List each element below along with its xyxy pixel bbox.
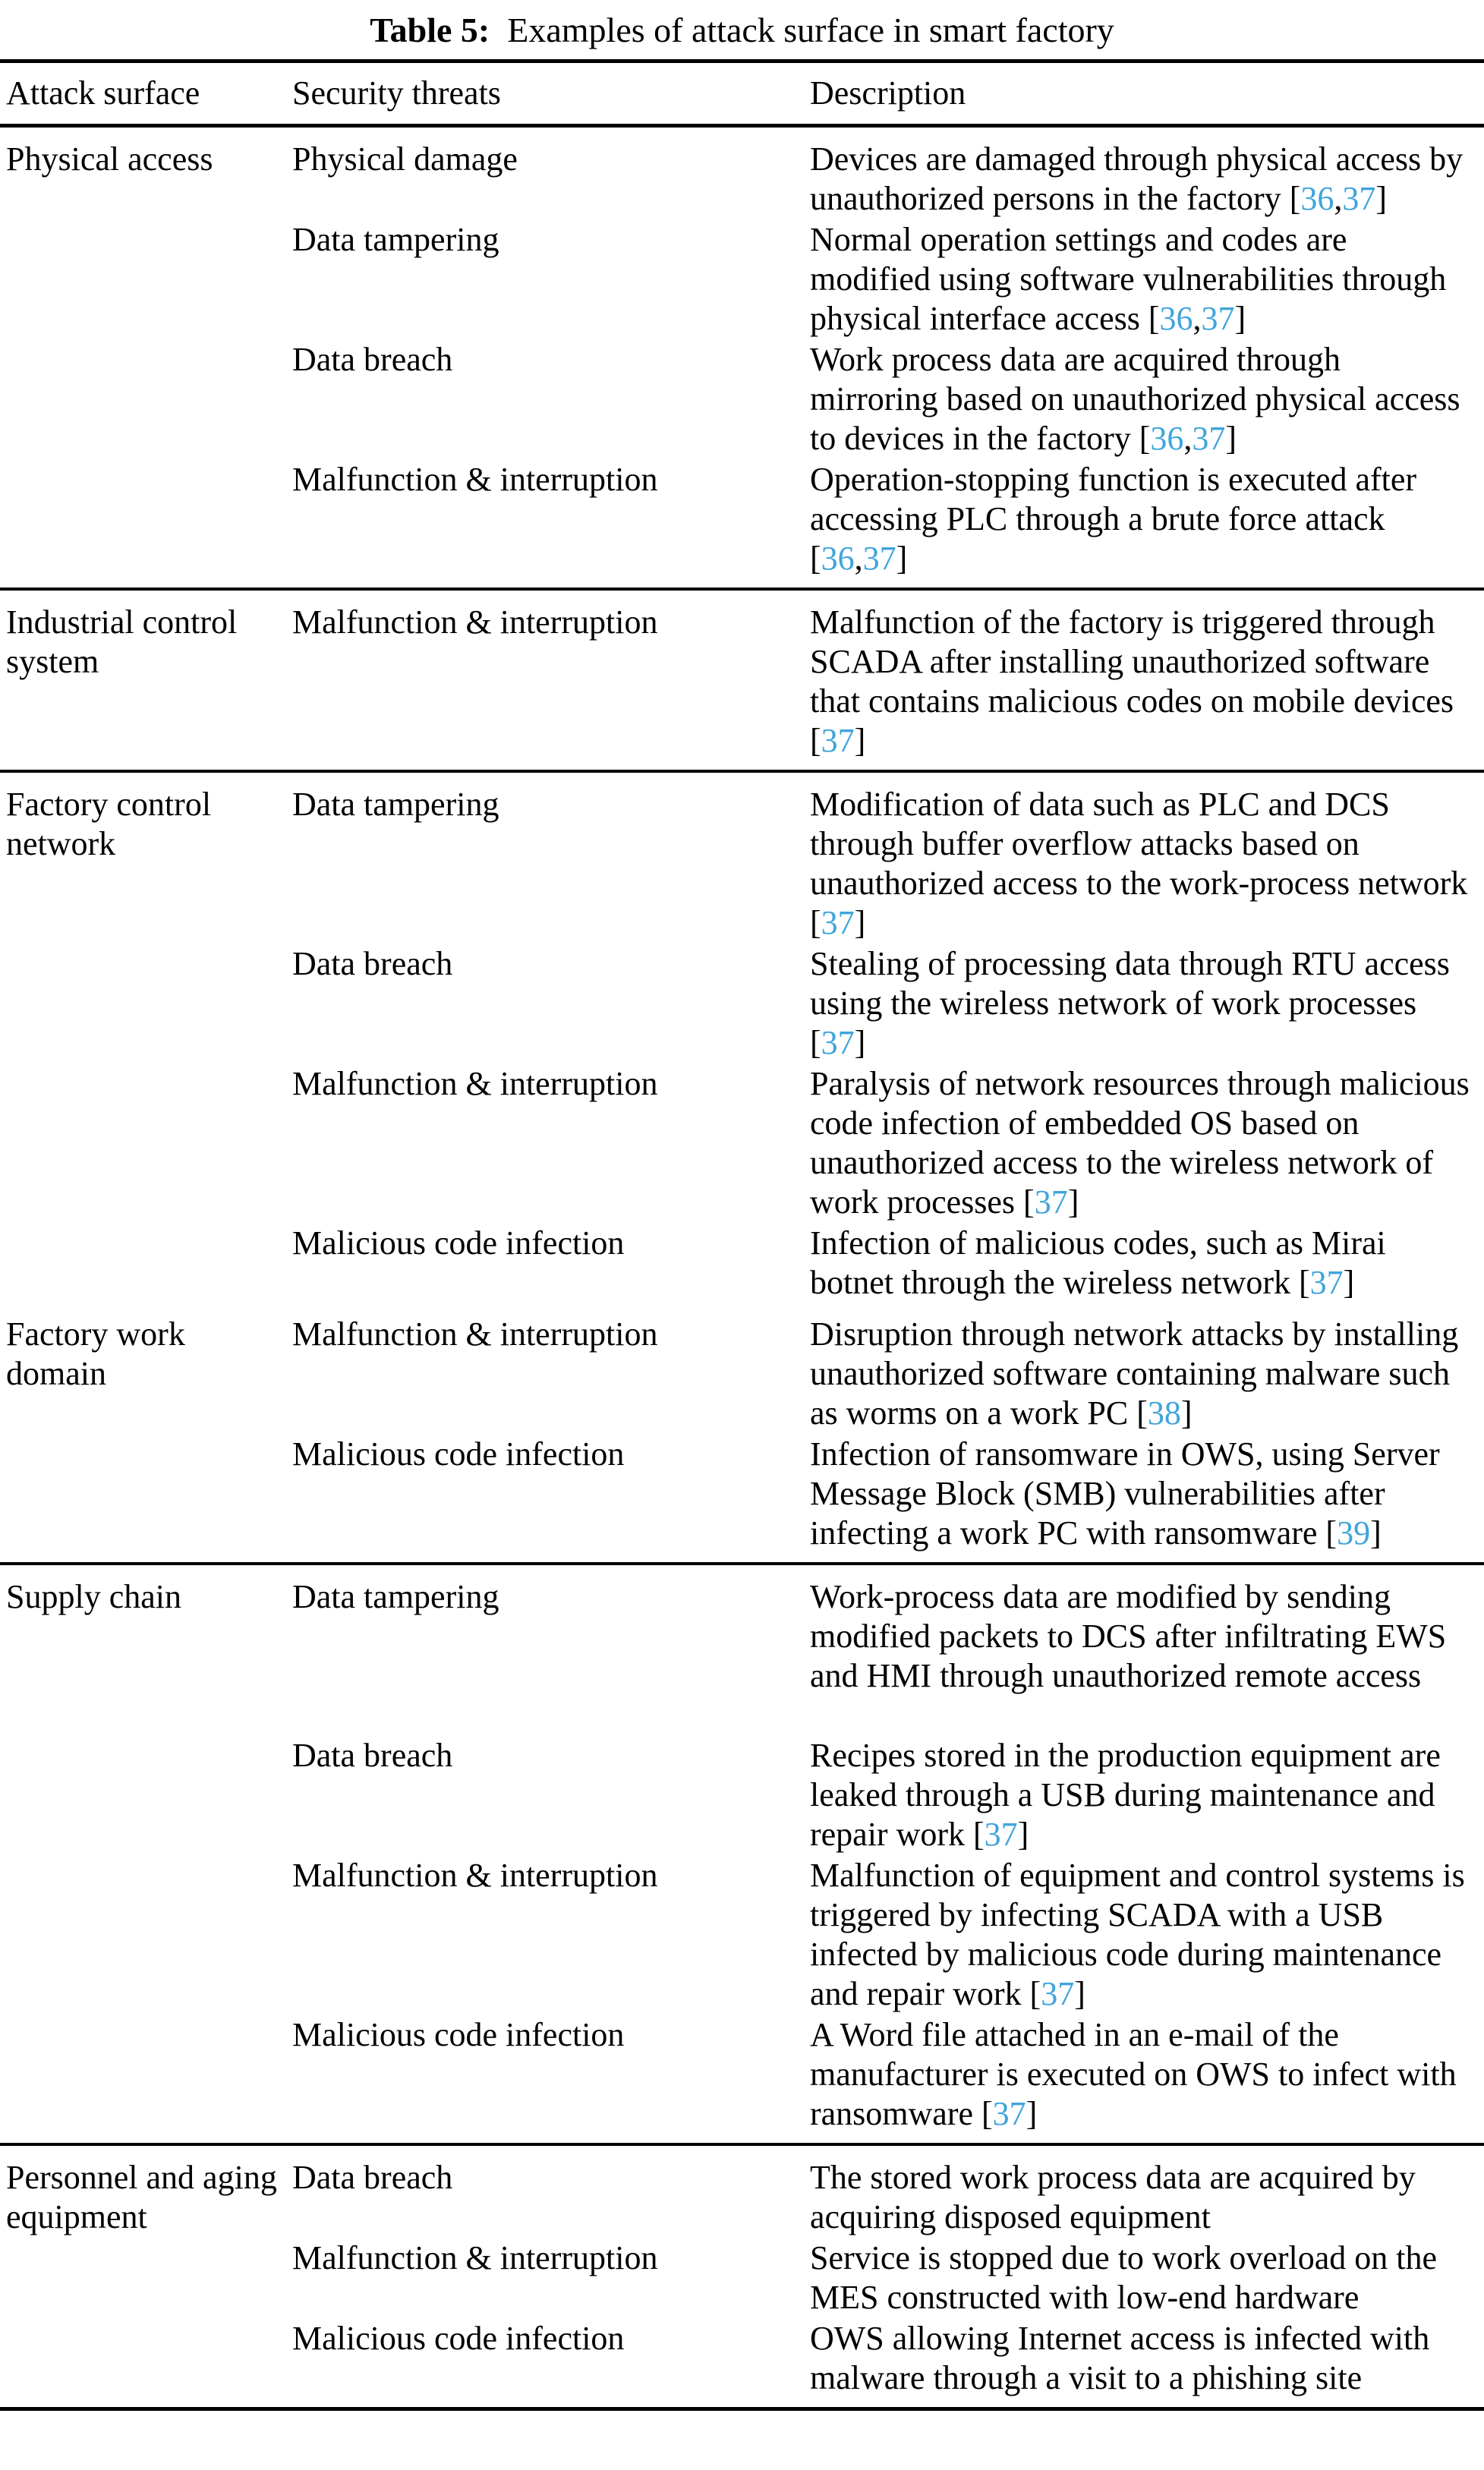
- attack-surface-cell: Factory control network: [6, 786, 212, 862]
- description-cell: Paralysis of network resources through malicious code infection of embedded OS based on unauthorized access to the wireless network of work processes [37]: [810, 1065, 1470, 1221]
- description-cell: Recipes stored in the production equipment are leaked through a USB during maintenance and repair work [37]: [810, 1737, 1441, 1853]
- description-cell: Operation-stopping function is executed after accessing PLC through a brute force attack [36,37]: [810, 461, 1417, 577]
- citation-link[interactable]: 37: [821, 722, 855, 759]
- description-cell: Service is stopped due to work overload on the MES constructed with low-end hardware: [810, 2239, 1438, 2316]
- citation-link[interactable]: 37: [1201, 300, 1235, 337]
- description-cell: Devices are damaged through physical access by unauthorized persons in the factory [36,37]: [810, 140, 1464, 217]
- citation-link[interactable]: 36: [1300, 180, 1334, 217]
- security-threat-cell: Data breach: [292, 2159, 453, 2196]
- attack-surface-cell: Physical access: [6, 140, 213, 178]
- table-row: [0, 126, 1484, 220]
- security-threat-cell: Data breach: [292, 341, 453, 378]
- description-cell: Stealing of processing data through RTU access using the wireless network of work processes [37]: [810, 945, 1450, 1061]
- security-threat-cell: Data tampering: [292, 221, 499, 258]
- security-threat-cell: Physical damage: [292, 140, 518, 178]
- citation-link[interactable]: 37: [1309, 1264, 1344, 1301]
- description-cell: The stored work process data are acquired by acquiring disposed equipment: [810, 2159, 1416, 2235]
- citation-link[interactable]: 36: [821, 540, 855, 577]
- citation-link[interactable]: 37: [1192, 420, 1226, 457]
- security-threat-cell: Malfunction & interruption: [292, 461, 658, 498]
- citation-link[interactable]: 37: [1342, 180, 1376, 217]
- table-row: [0, 2144, 1484, 2238]
- citation-link[interactable]: 37: [862, 540, 896, 577]
- attack-surface-table: [0, 59, 1484, 2411]
- citation-link[interactable]: 37: [984, 1816, 1018, 1853]
- table-caption-label: Table 5:: [370, 11, 490, 49]
- security-threat-cell: Malicious code infection: [292, 1224, 625, 1262]
- description-cell: Work-process data are modified by sending modified packets to DCS after infiltrating EWS and HMI through unauthorized remote access: [810, 1578, 1447, 1694]
- description-cell: Work process data are acquired through mirroring based on unauthorized physical access to devices in the factory [36,37]: [810, 341, 1460, 457]
- table-section-factory-work-domain: [0, 1312, 1484, 1564]
- description-cell: Modification of data such as PLC and DCS through buffer overflow attacks based on unauthorized access to the work-process network [37]: [810, 786, 1468, 941]
- description-cell: A Word file attached in an e-mail of the manufacturer is executed on OWS to infect with ransomware [37]: [810, 2016, 1457, 2132]
- table-header-row: [0, 61, 1484, 126]
- security-threat-cell: Malicious code infection: [292, 1435, 625, 1473]
- table-section-factory-control-network: [0, 771, 1484, 1312]
- citation-link[interactable]: 37: [821, 904, 855, 941]
- description-cell: Infection of ransomware in OWS, using Server Message Block (SMB) vulnerabilities after infecting a work PC with ransomware [39]: [810, 1435, 1440, 1552]
- citation-link[interactable]: 36: [1159, 300, 1193, 337]
- column-header-security-threats: Security threats: [292, 74, 501, 112]
- security-threat-cell: Data breach: [292, 1737, 453, 1774]
- citation-link[interactable]: 39: [1337, 1514, 1371, 1552]
- citation-link[interactable]: 37: [821, 1024, 855, 1061]
- citation-link[interactable]: 37: [992, 2095, 1026, 2132]
- attack-surface-cell: Industrial control system: [6, 603, 238, 680]
- security-threat-cell: Data breach: [292, 945, 453, 982]
- description-cell: Normal operation settings and codes are modified using software vulnerabilities through physical interface access [36,37]: [810, 221, 1447, 337]
- column-header-description: Description: [810, 74, 966, 112]
- security-threat-cell: Data tampering: [292, 1578, 499, 1615]
- security-threat-cell: Malicious code infection: [292, 2320, 625, 2357]
- table-caption: [0, 0, 1484, 52]
- table-row: [0, 1564, 1484, 1697]
- attack-surface-cell: Factory work domain: [6, 1315, 185, 1392]
- table-row: [0, 589, 1484, 771]
- column-header-attack-surface: Attack surface: [6, 74, 200, 112]
- citation-link[interactable]: 36: [1150, 420, 1184, 457]
- security-threat-cell: Data tampering: [292, 786, 499, 823]
- table-section-personnel-and-aging-equipment: [0, 2144, 1484, 2409]
- description-cell: OWS allowing Internet access is infected with malware through a visit to a phishing site: [810, 2320, 1430, 2396]
- attack-surface-cell: Personnel and aging equipment: [6, 2159, 277, 2235]
- table-row: [0, 1312, 1484, 1434]
- description-cell: Disruption through network attacks by installing unauthorized software containing malware such as worms on a work PC [38]: [810, 1315, 1459, 1432]
- attack-surface-cell: Supply chain: [6, 1578, 181, 1615]
- table-section-industrial-control-system: [0, 589, 1484, 771]
- table-header: [0, 61, 1484, 126]
- table-caption-text: Examples of attack surface in smart factory: [507, 11, 1114, 49]
- description-cell: Malfunction of equipment and control systems is triggered by infecting SCADA with a USB infected by malicious code during maintenance and repair work [37]: [810, 1857, 1465, 2012]
- description-cell: Infection of malicious codes, such as Mirai botnet through the wireless network [37]: [810, 1224, 1386, 1301]
- table-section-physical-access: [0, 126, 1484, 590]
- citation-link[interactable]: 37: [1034, 1183, 1068, 1221]
- security-threat-cell: Malfunction & interruption: [292, 1315, 658, 1353]
- table-row: [0, 771, 1484, 944]
- security-threat-cell: Malfunction & interruption: [292, 2239, 658, 2276]
- security-threat-cell: Malfunction & interruption: [292, 603, 658, 641]
- description-cell: Malfunction of the factory is triggered through SCADA after installing unauthorized software that contains malicious codes on mobile devices [37]: [810, 603, 1454, 759]
- citation-link[interactable]: 37: [1041, 1975, 1075, 2012]
- security-threat-cell: Malicious code infection: [292, 2016, 625, 2053]
- citation-link[interactable]: 38: [1147, 1394, 1181, 1432]
- security-threat-cell: Malfunction & interruption: [292, 1065, 658, 1102]
- table-section-supply-chain: [0, 1564, 1484, 2144]
- security-threat-cell: Malfunction & interruption: [292, 1857, 658, 1894]
